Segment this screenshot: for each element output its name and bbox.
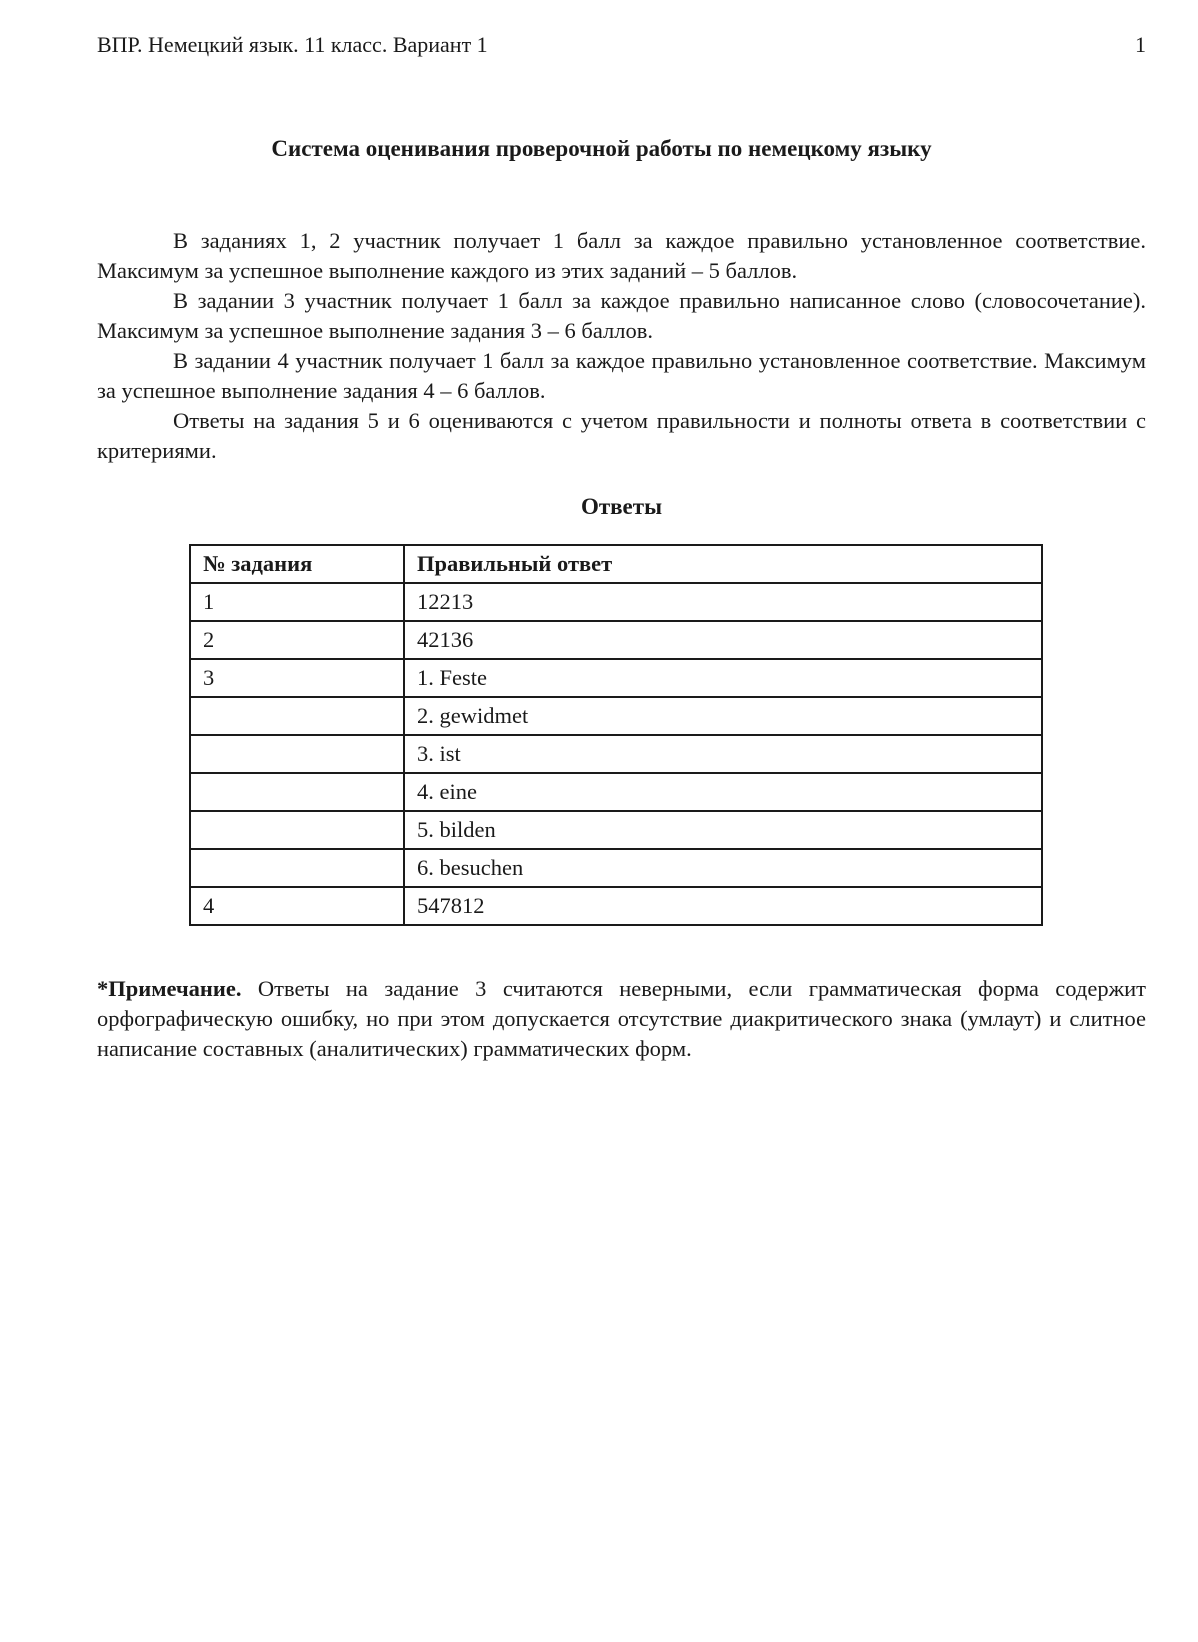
table-row <box>190 583 1042 621</box>
document-title: Система оценивания проверочной работы по немецкому языку <box>271 136 932 161</box>
table-row <box>190 811 1042 849</box>
answer-cell: 5. bilden <box>404 811 1042 849</box>
intro-paragraph: В задании 4 участник получает 1 балл за каждое правильно установленное соответствие. Максимум за успешное выполнение задания 4 – 6 баллов. <box>97 348 1146 403</box>
task-number-cell <box>190 697 404 735</box>
column-header-correct-answer: Правильный ответ <box>404 545 1042 583</box>
task-number-cell: 4 <box>190 887 404 925</box>
intro-section <box>97 226 1146 466</box>
column-header-task-number: № задания <box>190 545 404 583</box>
answer-cell: 12213 <box>404 583 1042 621</box>
page-number: 1 <box>1135 32 1146 57</box>
table-row <box>190 735 1042 773</box>
task-number-cell: 2 <box>190 621 404 659</box>
answers-table <box>189 544 1043 926</box>
table-row <box>190 621 1042 659</box>
intro-paragraph: В задании 3 участник получает 1 балл за каждое правильно написанное слово (словосочетание). Максимум за успешное выполнение задания 3 – 6 баллов. <box>97 288 1146 343</box>
task-number-cell <box>190 735 404 773</box>
answer-cell: 2. gewidmet <box>404 697 1042 735</box>
answer-cell: 4. eine <box>404 773 1042 811</box>
task-number-cell <box>190 849 404 887</box>
intro-paragraph: Ответы на задания 5 и 6 оцениваются с учетом правильности и полноты ответа в соответствии с критериями. <box>97 408 1146 463</box>
table-row <box>190 659 1042 697</box>
answer-cell: 547812 <box>404 887 1042 925</box>
task-number-cell <box>190 811 404 849</box>
task-number-cell: 1 <box>190 583 404 621</box>
answer-cell: 42136 <box>404 621 1042 659</box>
task-number-cell <box>190 773 404 811</box>
answers-heading: Ответы <box>580 494 663 519</box>
table-header-row <box>190 545 1042 583</box>
task-number-cell: 3 <box>190 659 404 697</box>
answer-cell: 6. besuchen <box>404 849 1042 887</box>
table-row <box>190 849 1042 887</box>
note-text: Ответы на задание 3 считаются неверными, если грамматическая форма содержит орфографическую ошибку, но при этом допускается отсутствие диакритического знака (умлаут) и слитное написание составных (аналитических) грамматических форм. <box>97 976 1147 1061</box>
table-row <box>190 887 1042 925</box>
table-row <box>190 773 1042 811</box>
table-row <box>190 697 1042 735</box>
answer-cell: 3. ist <box>404 735 1042 773</box>
header-title: ВПР. Немецкий язык. 11 класс. Вариант 1 <box>97 32 488 57</box>
note-section <box>97 974 1146 1064</box>
intro-paragraph: В заданиях 1, 2 участник получает 1 балл за каждое правильно установленное соответствие. Максимум за успешное выполнение каждого из этих заданий – 5 баллов. <box>97 228 1146 283</box>
note-label: *Примечание. <box>97 976 242 1001</box>
answer-cell: 1. Feste <box>404 659 1042 697</box>
page-header <box>97 32 1146 58</box>
